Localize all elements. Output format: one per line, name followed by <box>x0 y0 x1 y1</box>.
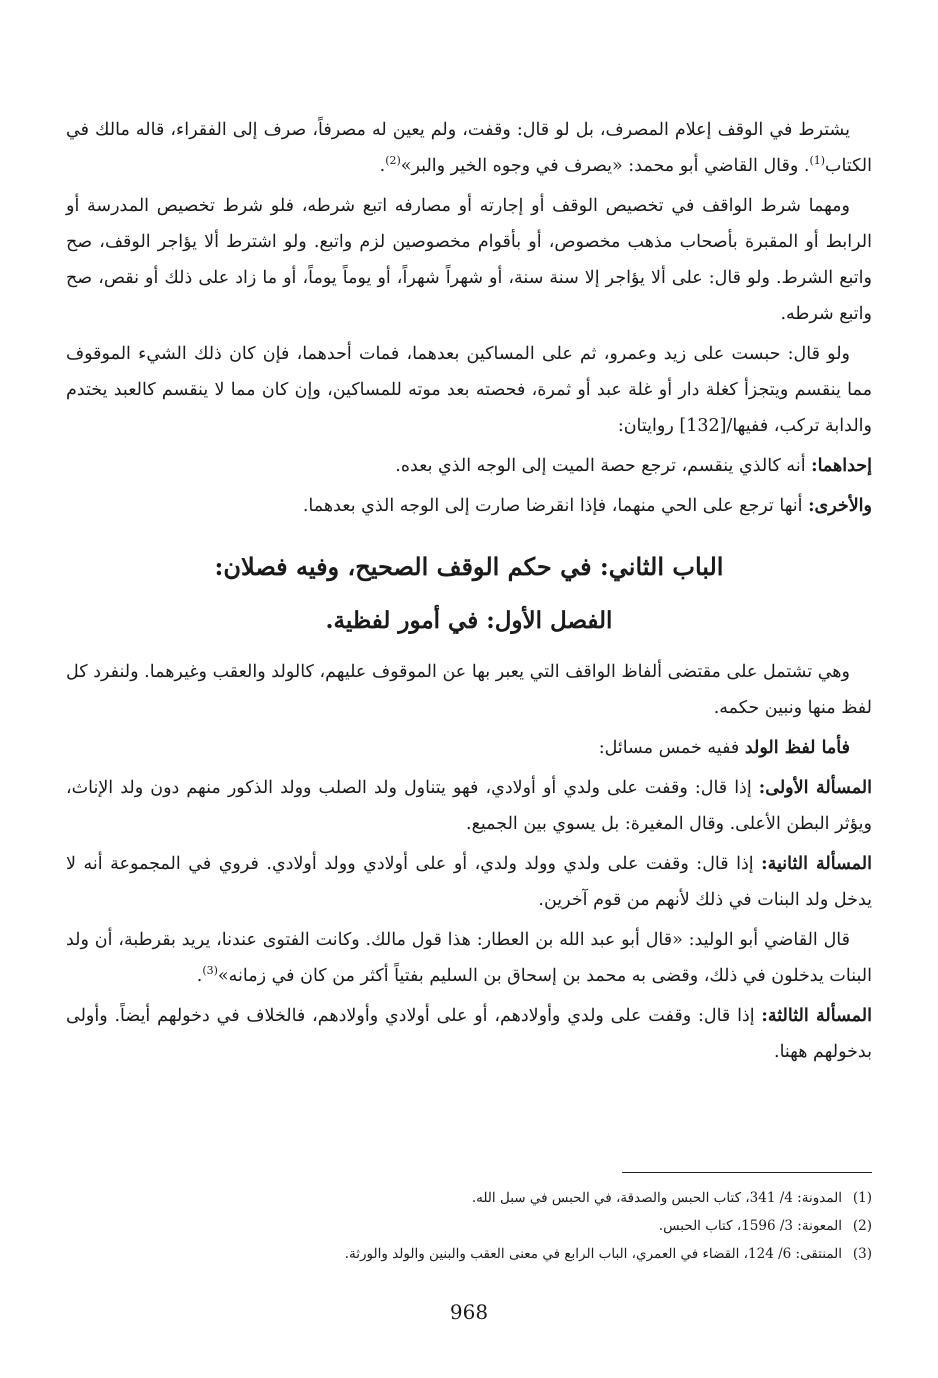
footnote-number: (1) <box>852 1190 872 1206</box>
footnote-text: المنتقى: 6/ 124، القضاء في العمري، الباب الرابع في معنى العقب والبنين والولد والورثة. <box>344 1246 842 1262</box>
paragraph-waqf-condition <box>66 112 872 184</box>
paragraph-zayd-amr: ولو قال: حبست على زيد وعمرو، ثم على المساكين بعدهما، فمات أحدهما، فإن كان ذلك الشيء الموقوف مما ينقسم ويتجزأ كغلة دار أو غلة عبد أو ثمرة، فحصته بعد موته للمساكين، وإن كان مما لا ينقسم كالعبد يختدم والدابة تركب، ففيها/[132] روايتان: <box>66 344 872 436</box>
footnote-item <box>66 1240 872 1268</box>
footnotes <box>66 1184 872 1268</box>
paragraph-riwaya-second <box>66 488 872 524</box>
paragraph-text: إذا قال: وقفت على ولدي وولد ولدي، أو على أولادي وولد أولادي. فروي في المجموعة أنه لا يدخل ولد البنات في ذلك لأنهم من قوم آخرين. <box>66 854 872 910</box>
paragraph-masala-2 <box>66 846 872 918</box>
paragraph-text: أنه كالذي ينقسم، ترجع حصة الميت إلى الوجه الذي بعده. <box>395 456 812 476</box>
paragraph-label: فأما لفظ الولد <box>744 738 850 758</box>
footnote-item <box>66 1184 872 1212</box>
footnote-item <box>66 1212 872 1240</box>
paragraph-text: يشترط في الوقف إعلام المصرف، بل لو قال: وقفت، ولم يعين له مصرفاً، صرف إلى الفقراء، قاله مالك في الكتاب <box>66 120 872 176</box>
paragraph-text: إذا قال: وقفت على ولدي وأولادهم، أو على أولادي وأولادهم، فالخلاف في دخولهم أيضاً. وأولى بدخولهم ههنا. <box>66 1006 872 1062</box>
paragraph-label: والأخرى: <box>808 496 872 516</box>
footnote-text: المعونة: 3/ 1596، كتاب الحبس. <box>658 1218 842 1234</box>
footnote-divider <box>622 1172 872 1173</box>
page-content <box>66 112 873 1262</box>
paragraph-riwaya-first <box>66 448 872 484</box>
paragraph-text: . وقال القاضي أبو محمد: «يصرف في وجوه الخير والبر» <box>400 156 810 176</box>
paragraph-label: المسألة الثانية: <box>761 854 872 874</box>
paragraph-text: قال القاضي أبو الوليد: «قال أبو عبد الله بن العطار: هذا قول مالك. وكانت الفتوى عندنا، يريد بقرطبة، أن ولد البنات يدخلون في ذلك، وقضى به محمد بن إسحاق بن السليم بفتياً أكثر من كان في زمانه» <box>66 930 872 986</box>
footnote-number: (3) <box>852 1246 872 1262</box>
footnote-ref[interactable]: (2) <box>385 154 401 168</box>
paragraph-text: إذا قال: وقفت على ولدي أو أولادي، فهو يتناول ولد الصلب وولد الذكور منهم دون ولد الإناث، ويؤثر البطن الأعلى. وقال المغيرة: بل يسوي بين الجميع. <box>66 778 872 834</box>
paragraph-text: أنها ترجع على الحي منهما، فإذا انقرضا صارت إلى الوجه الذي بعدهما. <box>302 496 809 516</box>
footnote-number: (2) <box>852 1218 872 1234</box>
paragraph-text: . <box>196 966 203 986</box>
paragraph-masala-1 <box>66 770 872 842</box>
paragraph-label: إحداهما: <box>811 456 872 476</box>
paragraph-abu-al-walid <box>66 922 872 994</box>
footnote-ref[interactable]: (1) <box>809 154 826 168</box>
section-heading: الفصل الأول: في أمور لفظية. <box>325 607 613 634</box>
paragraph-waqif-conditions: ومهما شرط الواقف في تخصيص الوقف أو إجارته أو مصارفه اتبع شرطه، فلو شرط تخصيص المدرسة أو الرابط أو المقبرة بأصحاب مذهب مخصوص، أو بأقوام مخصوصين لزم واتبع. ولو اشترط ألا يؤاجر الوقف، صح واتبع الشرط. ولو قال: على ألا يؤاجر إلا سنة سنة، أو شهراً شهراً، أو يوماً يوماً، أو ما زاد على ذلك أو نقص، صح واتبع شرطه. <box>66 196 872 324</box>
footnote-ref[interactable]: (3) <box>202 964 218 978</box>
chapter-heading: الباب الثاني: في حكم الوقف الصحيح، وفيه فصلان: <box>214 552 724 581</box>
paragraph-text: ففيه خمس مسائل: <box>598 738 745 758</box>
paragraph-text: . <box>379 156 386 176</box>
paragraph-masala-3 <box>66 998 872 1070</box>
paragraph-intro: وهي تشتمل على مقتضى ألفاظ الواقف التي يعبر بها عن الموقوف عليهم، كالولد والعقب وغيرهما. ولنفرد كل لفظ منها ونبين حكمه. <box>66 662 872 718</box>
page-number: 968 <box>449 1300 489 1324</box>
paragraph-lafz-walad <box>66 730 872 766</box>
footnote-text: المدونة: 4/ 341، كتاب الحبس والصدقة، في الحبس في سبل الله. <box>471 1190 842 1206</box>
paragraph-label: المسألة الثالثة: <box>761 1006 872 1026</box>
paragraph-label: المسألة الأولى: <box>758 778 873 798</box>
